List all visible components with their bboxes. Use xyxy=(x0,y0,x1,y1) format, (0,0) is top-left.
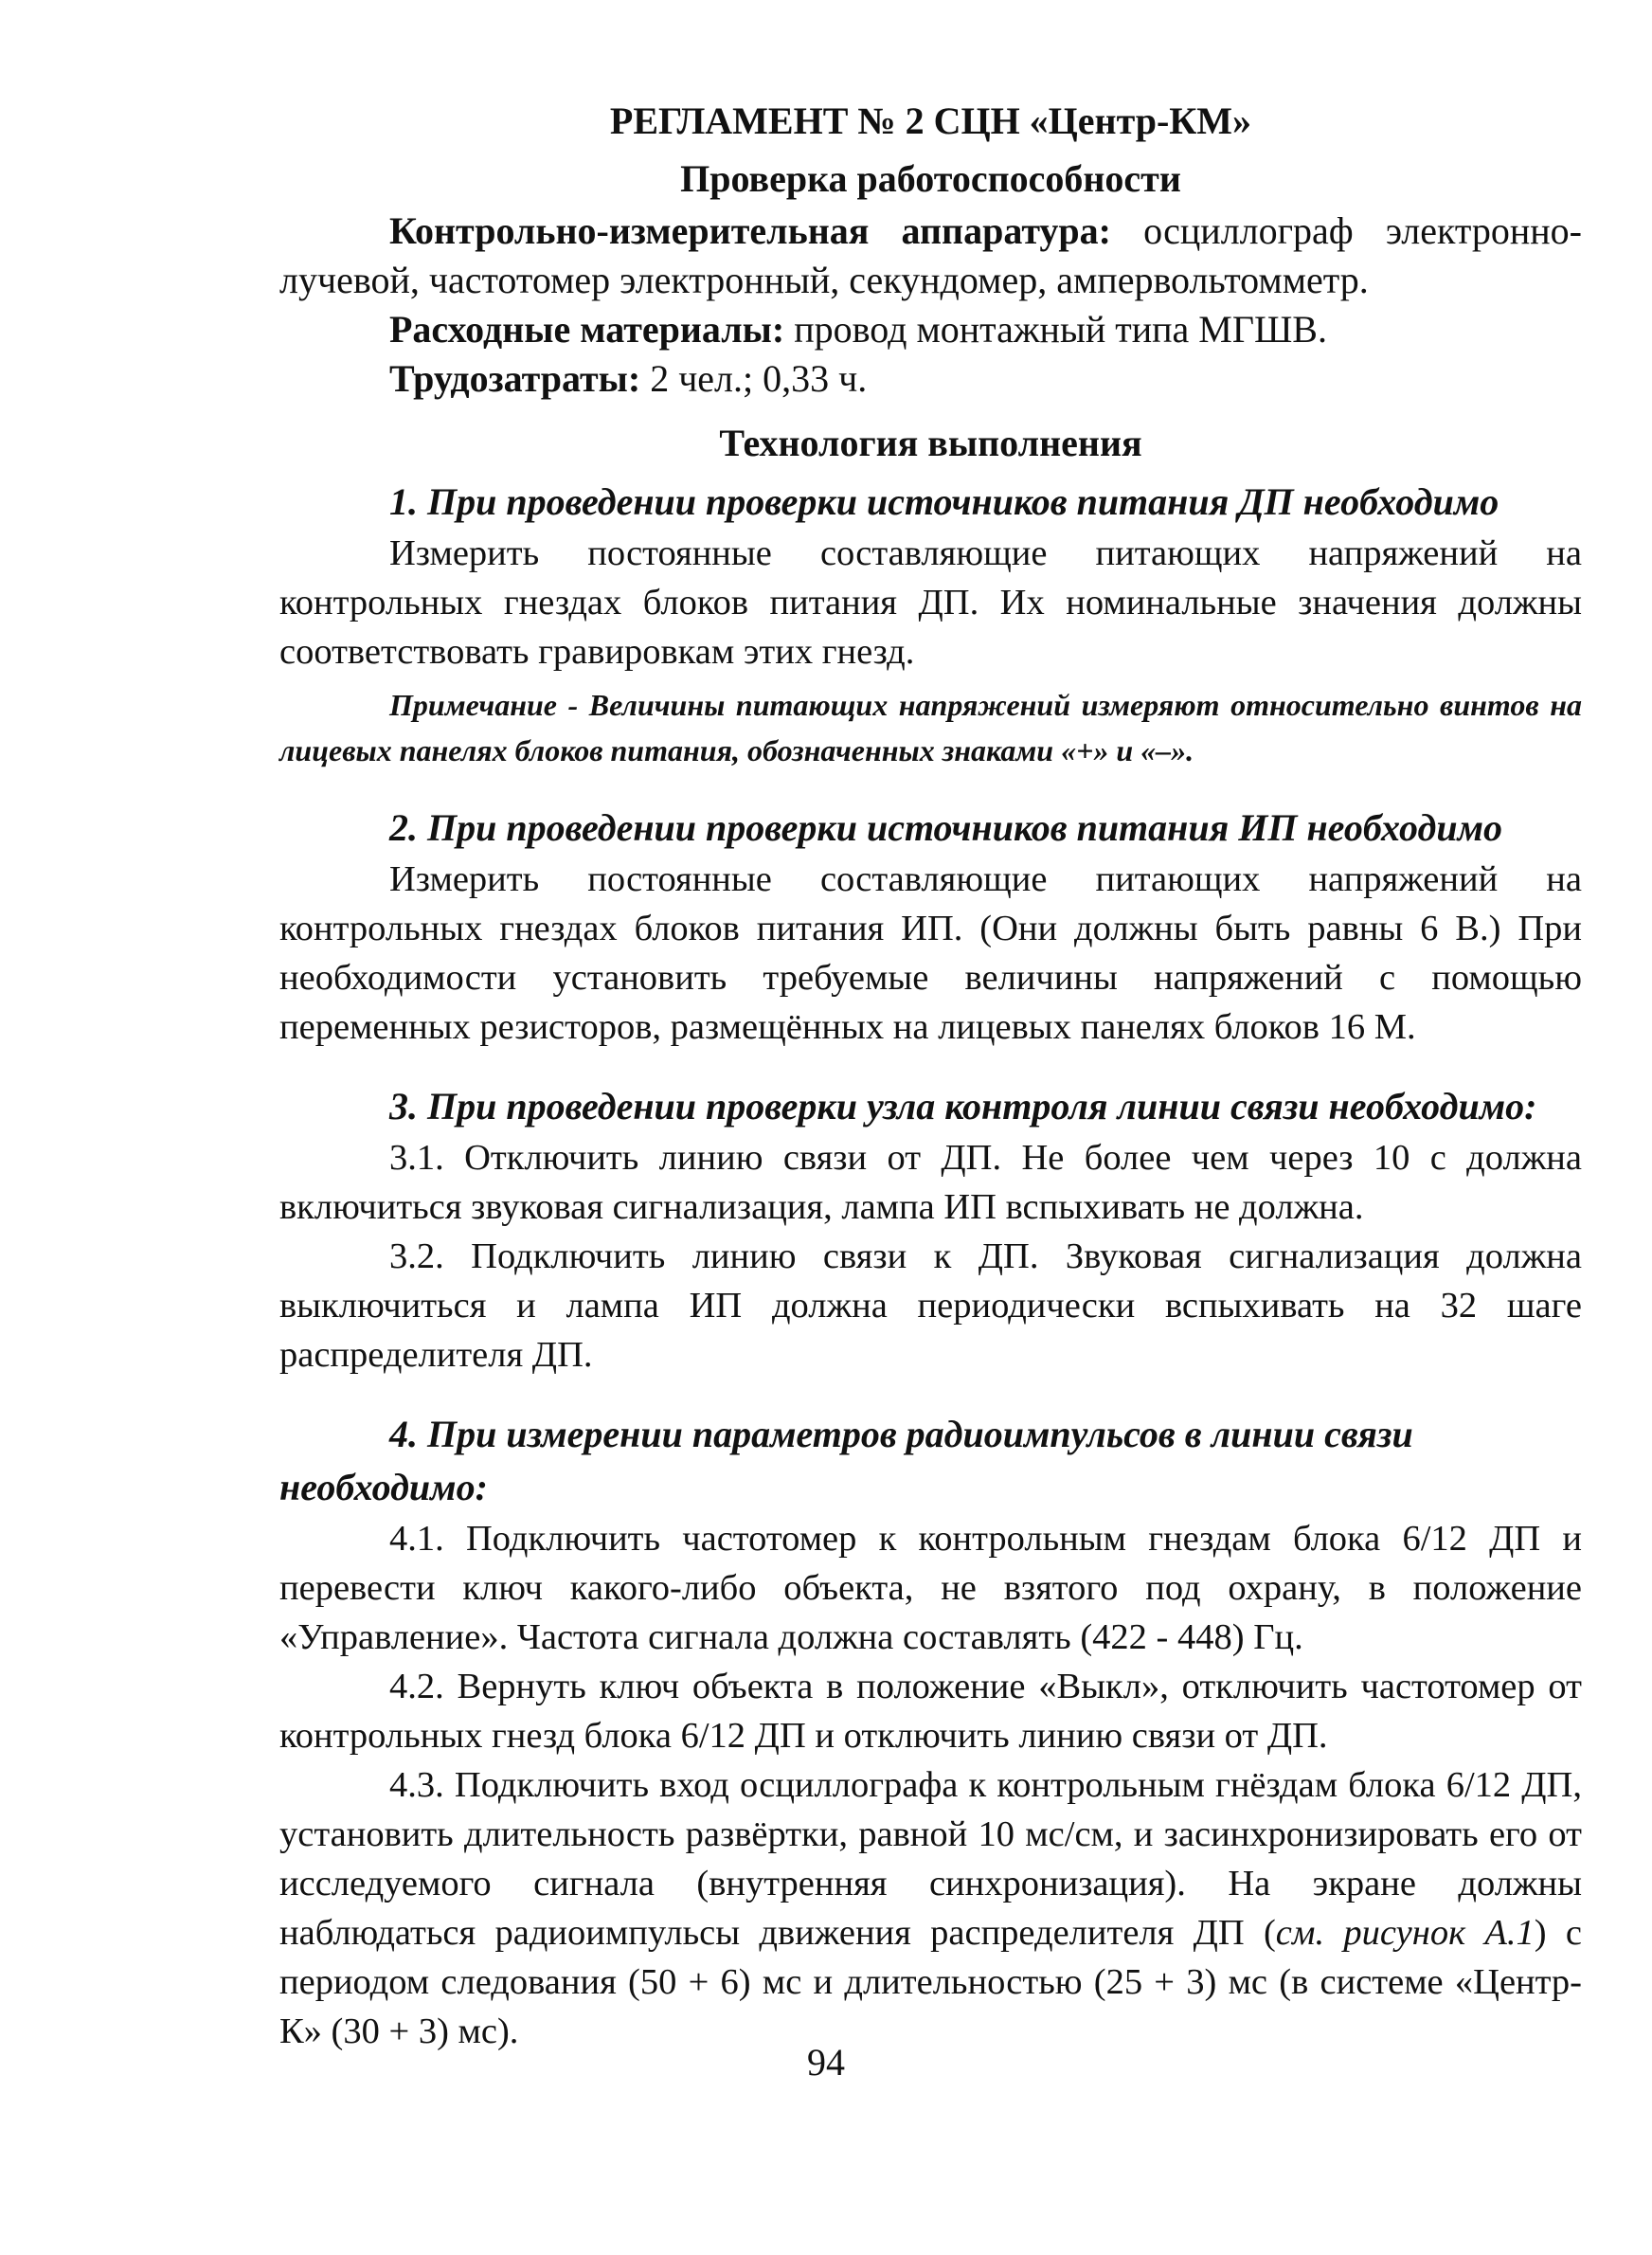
equipment-line xyxy=(279,207,1582,305)
section-4-3-text xyxy=(279,1760,1582,2056)
section-4-3-text-a: 4.3. Подключить вход осциллографа к контрольным гнёздам блока 6/12 ДП, установить длительность развёртки, равной 10 мс/см, и засинхронизировать его от исследуемого сигнала (внутренняя синхронизация). На экране должны наблюдаться радиоимпульсы движения распределителя ДП ( xyxy=(279,1765,1582,1953)
materials-label: Расходные материалы: xyxy=(389,308,785,351)
labor-label: Трудозатраты: xyxy=(389,357,641,400)
section-4-2-text: 4.2. Вернуть ключ объекта в положение «Выкл», отключить частотомер от контрольных гнезд блока 6/12 ДП и отключить линию связи от ДП. xyxy=(279,1667,1582,1756)
materials-text: провод монтажный типа МГШВ. xyxy=(784,308,1327,351)
equipment-text: осциллограф электронно-лучевой, частотомер электронный, секундомер, ампервольтомметр. xyxy=(279,209,1583,301)
document-content xyxy=(279,95,1582,2056)
labor-line xyxy=(279,354,1582,404)
section-4-title: 4. При измерении параметров радиоимпульсов в линии связи необходимо: xyxy=(279,1413,1413,1508)
section-1-text: Измерить постоянные составляющие питающих напряжений на контрольных гнездах блоков питания ДП. Их номинальные значения должны соответствовать гравировкам этих гнезд. xyxy=(279,533,1582,672)
section-3-1-text: 3.1. Отключить линию связи от ДП. Не более чем через 10 с должна включиться звуковая сигнализация, лампа ИП вспыхивать не должна. xyxy=(279,1138,1582,1227)
labor-text: 2 чел.; 0,33 ч. xyxy=(640,357,868,400)
section-1-note: Примечание - Величины питающих напряжений измеряют относительно винтов на лицевых панелях блоков питания, обозначенных знаками «+» и «–». xyxy=(279,688,1582,767)
technology-title: Технология выполнения xyxy=(719,422,1142,464)
equipment-label: Контрольно-измерительная аппаратура: xyxy=(389,209,1112,252)
figure-reference: см. рисунок А.1 xyxy=(1275,1913,1535,1953)
document-subtitle: Проверка работоспособности xyxy=(680,157,1181,200)
document-title: РЕГЛАМЕНТ № 2 СЦН «Центр-КМ» xyxy=(609,99,1252,142)
section-4-1-text: 4.1. Подключить частотомер к контрольным гнездам блока 6/12 ДП и перевести ключ какого-либо объекта, не взятого под охрану, в положение «Управление». Частота сигнала должна составлять (422 - 448) Гц. xyxy=(279,1519,1582,1657)
section-3-2-text: 3.2. Подключить линию связи к ДП. Звуковая сигнализация должна выключиться и лампа ИП должна периодически вспыхивать на 32 шаге распределителя ДП. xyxy=(279,1236,1582,1375)
section-2-text: Измерить постоянные составляющие питающих напряжений на контрольных гнездах блоков питания ИП. (Они должны быть равны 6 В.) При необходимости установить требуемые величины напряжений с помощью переменных резисторов, размещённых на лицевых панелях блоков 16 М. xyxy=(279,859,1582,1047)
page-number: 94 xyxy=(807,2041,845,2084)
section-3-title: 3. При проведении проверки узла контроля линии связи необходимо: xyxy=(389,1085,1537,1128)
section-1-title: 1. При проведении проверки источников питания ДП необходимо xyxy=(389,480,1499,523)
section-4-3-text-b: ) с периодом следования (50 + 6) мс и длительностью (25 + 3) мс (в системе «Центр-К» (30 + 3) мс). xyxy=(279,1913,1582,2051)
materials-line xyxy=(279,305,1582,354)
section-2-title: 2. При проведении проверки источников питания ИП необходимо xyxy=(389,806,1503,849)
